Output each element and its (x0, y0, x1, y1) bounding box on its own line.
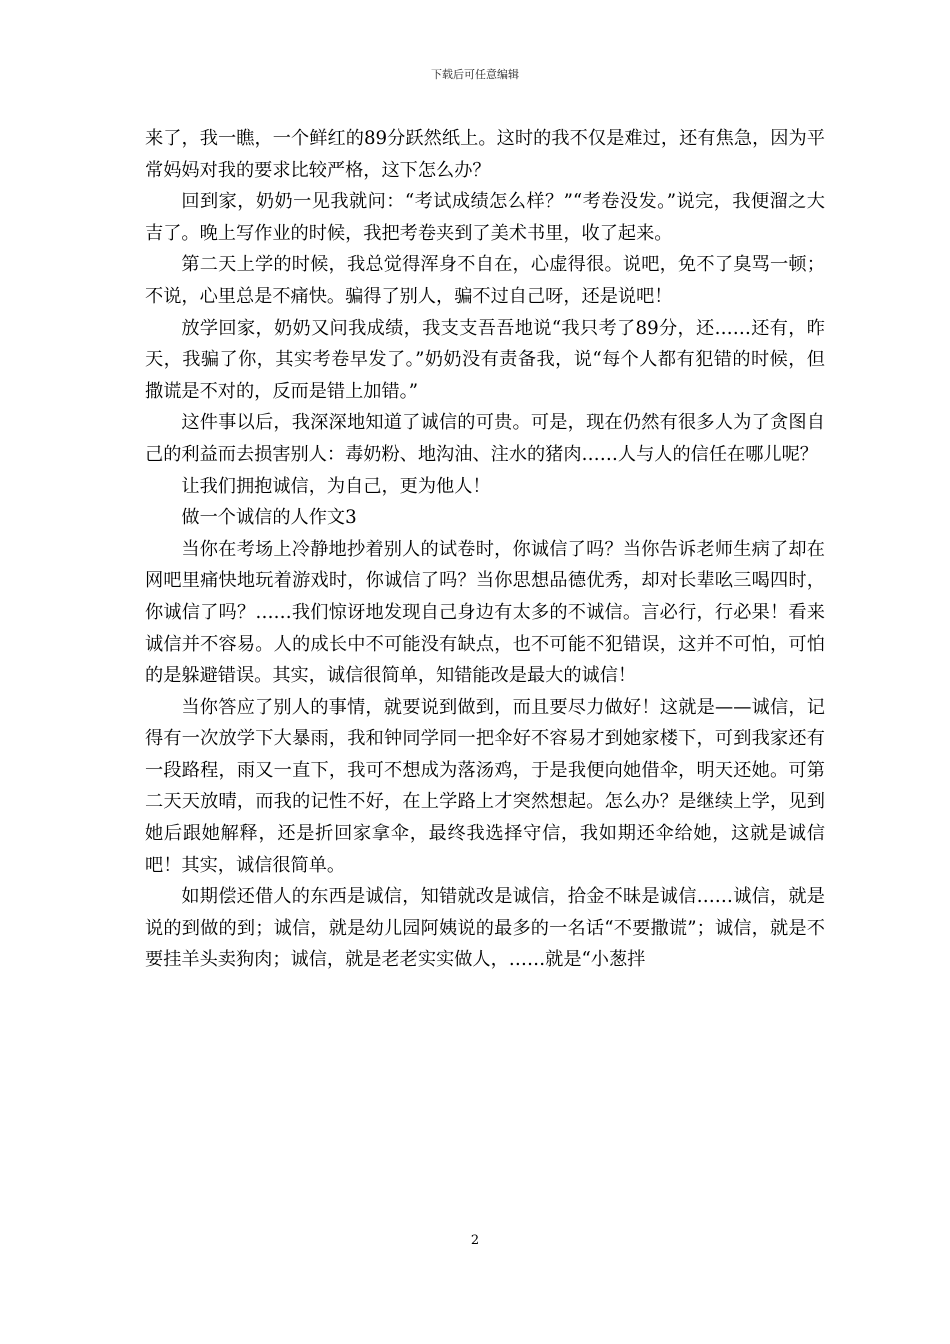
section-heading: 做一个诚信的人作文3 (181, 507, 357, 529)
document-body (145, 123, 825, 976)
page-header: 下载后可任意编辑 (431, 68, 519, 81)
paragraph: 当你答应了别人的事情，就要说到做到，而且要尽力做好！这就是——诚信，记得有一次放学下大暴雨，我和钟同学同一把伞好不容易才到她家楼下，可到我家还有一段路程，雨又一直下，我可不想成为落汤鸡，于是我便向她借伞，明天还她。可第二天天放晴，而我的记性不好，在上学路上才突然想起。怎么办？是继续上学，见到她后跟她解释，还是折回家拿伞，最终我选择守信，我如期还伞给她，这就是诚信吧！其实，诚信很简单。 (145, 696, 825, 876)
paragraph: 放学回家，奶奶又问我成绩，我支支吾吾地说“我只考了89分，还……还有，昨天，我骗了你，其实考卷早发了。”奶奶没有责备我，说“每个人都有犯错的时候，但撒谎是不对的，反而是错上加错。” (145, 317, 825, 402)
paragraph: 来了，我一瞧，一个鲜红的89分跃然纸上。这时的我不仅是难过，还有焦急，因为平常妈妈对我的要求比较严格，这下怎么办？ (145, 128, 825, 181)
paragraph: 这件事以后，我深深地知道了诚信的可贵。可是，现在仍然有很多人为了贪图自己的利益而去损害别人：毒奶粉、地沟油、注水的猪肉……人与人的信任在哪儿呢？ (145, 412, 825, 465)
paragraph: 第二天上学的时候，我总觉得浑身不自在，心虚得很。说吧，免不了臭骂一顿；不说，心里总是不痛快。骗得了别人，骗不过自己呀，还是说吧！ (145, 254, 825, 307)
paragraph: 让我们拥抱诚信，为自己，更为他人！ (181, 475, 491, 497)
paragraph: 回到家，奶奶一见我就问：“考试成绩怎么样？”“考卷没发。”说完，我便溜之大吉了。晚上写作业的时候，我把考卷夹到了美术书里，收了起来。 (145, 191, 825, 244)
paragraph: 当你在考场上冷静地抄着别人的试卷时，你诚信了吗？当你告诉老师生病了却在网吧里痛快地玩着游戏时，你诚信了吗？当你思想品德优秀，却对长辈吆三喝四时，你诚信了吗？……我们惊讶地发现自己身边有太多的不诚信。言必行，行必果！看来诚信并不容易。人的成长中不可能没有缺点，也不可能不犯错误，这并不可怕，可怕的是躲避错误。其实，诚信很简单，知错能改是最大的诚信！ (145, 538, 825, 687)
page-number: 2 (470, 1233, 480, 1248)
paragraph: 如期偿还借人的东西是诚信，知错就改是诚信，拾金不昧是诚信……诚信，就是说的到做的到；诚信，就是幼儿园阿姨说的最多的一名话“不要撒谎”；诚信，就是不要挂羊头卖狗肉；诚信，就是老老实实做人，……就是“小葱拌 (145, 886, 825, 971)
